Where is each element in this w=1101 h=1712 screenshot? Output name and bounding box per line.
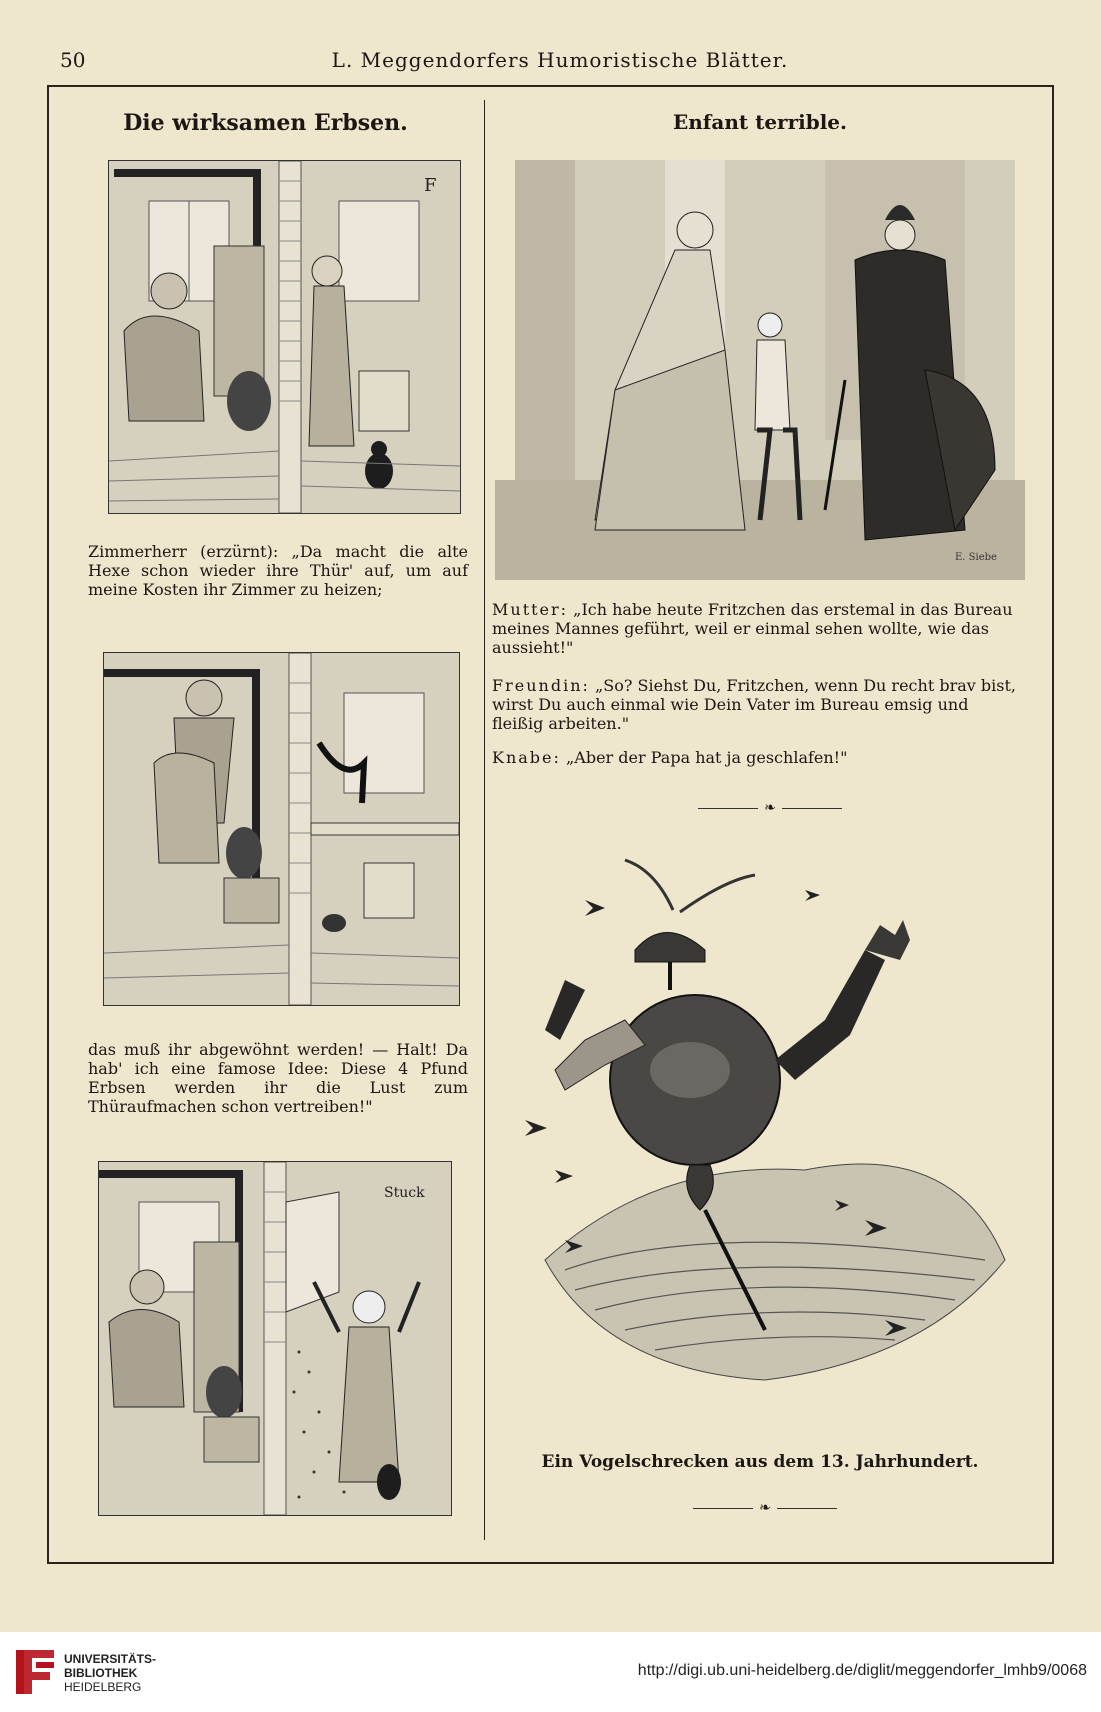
scarecrow-caption: Ein Vogelschrecken aus dem 13. Jahrhundert. [541,1452,979,1472]
scarecrow-illustration [505,840,1015,1430]
line-knabe: „Aber der Papa hat ja geschlafen!" [566,748,848,767]
panel-2-illustration [104,653,459,1005]
speaker-freundin: Freundin: [492,676,590,695]
ornament-divider-bottom: ❧ [665,1500,865,1516]
panel-3-illustration [99,1162,451,1515]
library-name: UNIVERSITÄTS- BIBLIOTHEK HEIDELBERG [64,1652,157,1694]
dialog-mutter [492,600,1024,657]
dialog-freundin [492,676,1024,733]
left-story-title: Die wirksamen Erbsen. [123,110,408,136]
left-caption-2: das muß ihr abgewöhnt werden! — Halt! Da hab' ich eine famose Idee: Diese 4 Pfund Erbsen werden ihr die Lust zum Thüraufmachen schon vertreiben!" [88,1040,468,1116]
source-url[interactable]: http://digi.ub.uni-heidelberg.de/diglit/meggendorfer_lmhb9/0068 [637,1662,1087,1679]
speaker-knabe: Knabe: [492,748,561,767]
panel-1-illustration [109,161,460,513]
footer-bar [0,1632,1101,1712]
ornament-divider-top: ❧ [670,800,870,816]
scarecrow-drawing [505,840,1015,1430]
library-logo-icon [14,1648,58,1700]
right-story-title: Enfant terrible. [673,110,847,134]
column-divider [484,100,485,1540]
panel-3-sign: Stuck [384,1185,425,1201]
artist-signature: E. Siebe [955,552,997,563]
ladies-and-boy-drawing [495,150,1025,580]
publication-title: L. Meggendorfers Humoristische Blätter. [331,48,789,72]
comic-panel-1 [108,160,461,514]
left-caption-1: Zimmerherr (erzürnt): „Da macht die alte Hexe schon wieder ihre Thür' auf, um auf meine Kosten ihr Zimmer zu heizen; [88,542,468,599]
enfant-terrible-illustration [495,150,1025,580]
dialog-knabe [492,748,1024,767]
panel-1-sign: F [424,175,437,196]
comic-panel-3 [98,1161,452,1516]
page-number: 50 [60,48,86,72]
line-mutter: „Ich habe heute Fritzchen das erstemal in das Bureau meines Mannes geführt, weil er einmal sehen wollte, wie das aussieht!" [492,600,1013,657]
comic-panel-2 [103,652,460,1006]
speaker-mutter: Mutter: [492,600,569,619]
line-freundin: „So? Siehst Du, Fritzchen, wenn Du recht brav bist, wirst Du auch einmal wie Dein Vater im Bureau emsig und fleißig arbeiten." [492,676,1016,733]
